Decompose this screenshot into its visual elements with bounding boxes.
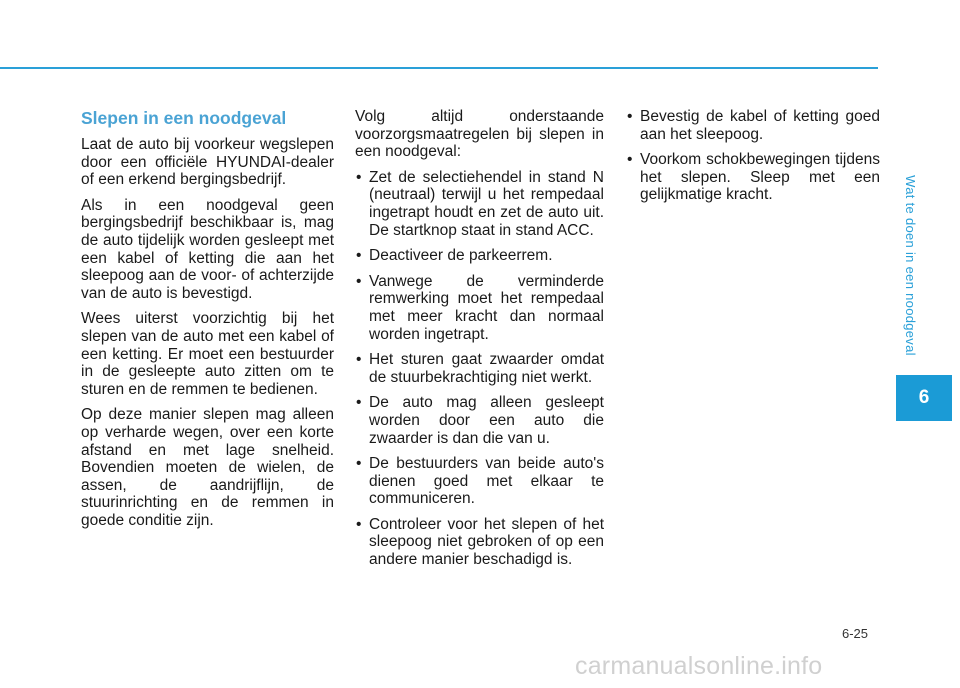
list-item-text: Vanwege de verminderde remwerking moet het rempedaal met meer kracht dan normaal worden ingetrapt. [369, 272, 604, 343]
chapter-title: Wat te doen in een noodgeval [902, 174, 918, 356]
chapter-tab [896, 375, 952, 421]
paragraph: Wees uiterst voorzichtig bij het slepen van de auto met een kabel of een ketting. Er moet een bestuurder in de gesleepte auto zitten om te sturen en de remmen te bedienen. [81, 310, 334, 398]
bullet-icon: • [356, 394, 362, 412]
list-item [355, 516, 604, 569]
precautions-intro: Volg altijd onderstaande voorzorgsmaatregelen bij slepen in een noodgeval: [355, 108, 604, 161]
bullet-icon: • [356, 515, 362, 533]
list-item-text: Controleer voor het slepen of het sleepoog niet gebroken of op een andere manier beschadigd is. [369, 515, 604, 569]
list-item [626, 108, 880, 143]
top-rule [0, 67, 878, 69]
list-item-text: De auto mag alleen gesleept worden door een auto die zwaarder is dan die van u. [369, 394, 604, 447]
page-number: 6-25 [842, 626, 869, 641]
list-item-text: Deactiveer de parkeerrem. [369, 247, 553, 265]
bullet-icon: • [356, 272, 362, 290]
list-item-text: Het sturen gaat zwaarder omdat de stuurbekrachtiging niet werkt. [369, 351, 604, 386]
list-item [626, 151, 880, 204]
list-item-text: Voorkom schokbewegingen tijdens het slepen. Sleep met een gelijkmatige kracht. [640, 151, 880, 204]
list-item [355, 247, 604, 265]
list-item [355, 455, 604, 508]
precautions-list-continued [626, 108, 880, 204]
paragraph: Op deze manier slepen mag alleen op verharde wegen, over een korte afstand en met lage snelheid. Bovendien moeten de wielen, de assen, de aandrijflijn, de stuurinrichting en de remmen in goede conditie zijn. [81, 406, 334, 529]
column-1 [81, 108, 334, 537]
list-item [355, 169, 604, 239]
watermark: carmanualsonline.info [575, 652, 823, 680]
bullet-icon: • [356, 455, 362, 473]
list-item [355, 351, 604, 386]
bullet-icon: • [356, 247, 362, 265]
list-item-text: Bevestig de kabel of ketting goed aan het sleepoog. [640, 108, 880, 143]
precautions-list [355, 169, 604, 569]
list-item [355, 394, 604, 447]
list-item [355, 273, 604, 343]
chapter-title-vertical [900, 170, 920, 360]
bullet-icon: • [356, 168, 362, 186]
list-item-text: Zet de selectiehendel in stand N (neutraal) terwijl u het rempedaal ingetrapt houdt en zet de auto uit. De startknop staat in stand ACC. [369, 168, 604, 239]
list-item-text: De bestuurders van beide auto's dienen goed met elkaar te communiceren. [369, 455, 604, 508]
paragraph: Laat de auto bij voorkeur wegslepen door een officiële HYUNDAI-dealer of een erkend bergingsbedrijf. [81, 136, 334, 189]
chapter-number: 6 [918, 387, 930, 408]
column-3 [626, 108, 880, 212]
bullet-icon: • [627, 108, 633, 125]
section-title: Slepen in een noodgeval [81, 108, 287, 128]
paragraph: Als in een noodgeval geen bergingsbedrijf beschikbaar is, mag de auto tijdelijk worden gesleept met een kabel of ketting die aan het sleepoog aan de voor- of achterzijde van de auto is bevestigd. [81, 196, 334, 302]
column-2 [355, 108, 604, 577]
bullet-icon: • [627, 151, 633, 169]
bullet-icon: • [356, 351, 362, 369]
